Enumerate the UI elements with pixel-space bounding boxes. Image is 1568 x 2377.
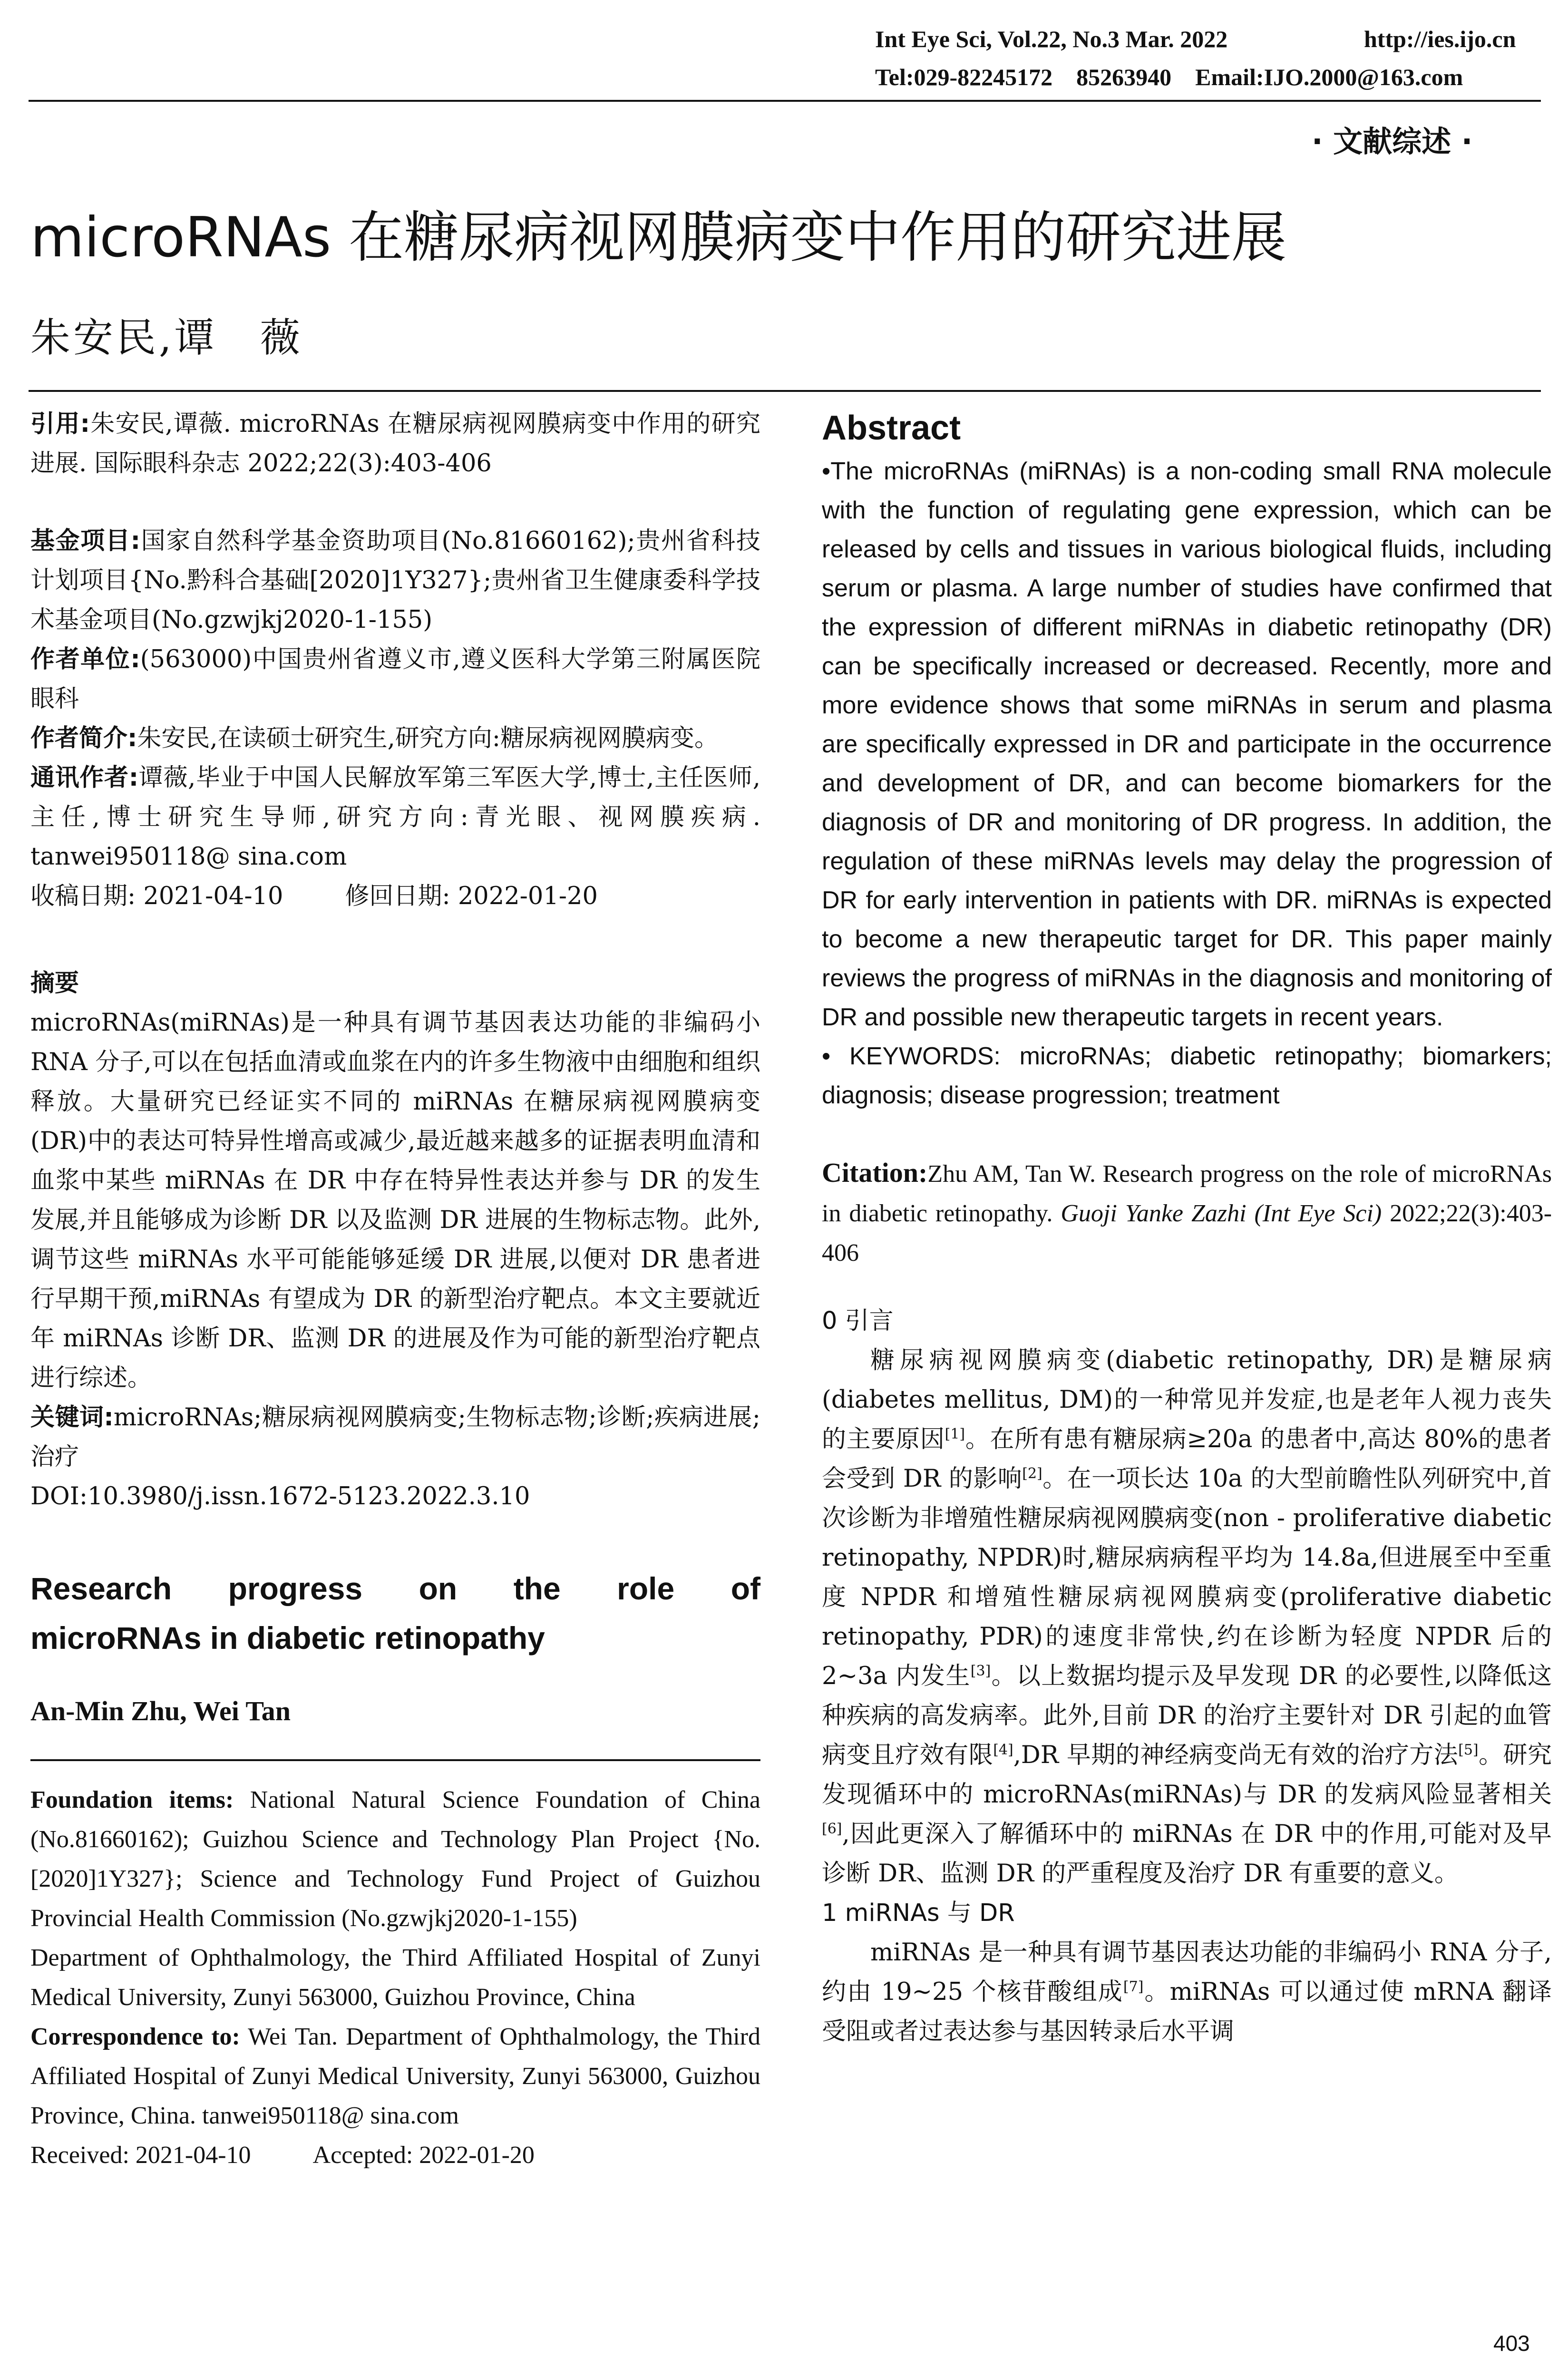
author-bio-label: 作者简介: [30, 724, 137, 752]
section-tag: · 文献综述 · [1312, 124, 1473, 159]
intro-text-b: 。在所有患有糖尿病≥20a 的患者中,高达 80%的患者会受到 DR 的影响 [822, 1425, 1552, 1493]
bullet-icon: • [822, 1042, 831, 1070]
abstract-heading-en: Abstract [822, 409, 961, 447]
intro-text-e: ,DR 早期的神经病变尚无有效的治疗方法 [1013, 1741, 1459, 1769]
contact-line: Tel:029-82245172 85263940 Email:IJO.2000@163.com [875, 64, 1463, 90]
abstract-heading-cn: 摘要 [30, 969, 79, 997]
ref-6[interactable]: [6] [822, 1821, 842, 1837]
author-bio-text: 朱安民,在读硕士研究生,研究方向:糖尿病视网膜病变。 [137, 724, 719, 752]
keywords-label-en: KEYWORDS: [849, 1042, 1001, 1070]
author-bio-block [30, 719, 760, 758]
accepted-date-en: Accepted: 2022-01-20 [312, 2142, 535, 2169]
authors-cn: 朱安民,谭 薇 [30, 314, 303, 361]
keywords-label-cn: 关键词: [30, 1403, 114, 1432]
bullet-icon: • [822, 458, 831, 485]
foundation-text: National Natural Science Foundation of China (No.81660162); Guizhou Science and Technology Plan Project {No.[2020]1Y327}; Science and Technology Fund Project of Guizhou Provincial Health Commission (No.gzwjkj2020-1-155) [30, 1786, 761, 1932]
citation-tail-en: 2022;22(3):403-406 [822, 1200, 1552, 1266]
ref-4[interactable]: [4] [993, 1742, 1013, 1758]
journal-line: Int Eye Sci, Vol.22, No.3 Mar. 2022 [875, 26, 1228, 52]
section-1-text-b: 。miRNAs 可以通过使 mRNA 翻译受阻或者过表达参与基因转录后水平调 [822, 1978, 1552, 2046]
article-title-en-line1: Research progress on the role of [30, 1571, 760, 1606]
citation-text-en: Zhu AM, Tan W. Research progress on the role of microRNAs in diabetic retinopathy. [822, 1160, 1552, 1227]
citation-label-en: Citation: [822, 1157, 928, 1188]
intro-text-d: 。以上数据均提示及早发现 DR 的必要性,以降低这种疾病的高发病率。此外,目前 DR 的治疗主要针对 DR 引起的血管病变且疗效有限 [822, 1662, 1552, 1769]
journal-url: http://ies.ijo.cn [1364, 26, 1516, 52]
affiliation-text: (563000)中国贵州省遵义市,遵义医科大学第三附属医院眼科 [30, 645, 760, 713]
intro-paragraph [822, 1341, 1552, 1893]
received-date-cn: 收稿日期: 2021-04-10 [30, 882, 283, 910]
page-number: 403 [1493, 2331, 1530, 2356]
corresponding-author-text: 谭薇,毕业于中国人民解放军第三军医大学,博士,主任医师,主任,博士研究生导师,研究方向:青光眼、视网膜疾病. tanwei950118@ sina.com [30, 764, 760, 871]
dates-cn [30, 877, 760, 916]
article-title-cn: microRNAs 在糖尿病视网膜病变中作用的研究进展 [30, 205, 1287, 270]
article-title-en: microRNAs in diabetic retinopathy [30, 1620, 545, 1656]
section-1-paragraph [822, 1933, 1552, 2051]
corresponding-author-label: 通讯作者: [30, 764, 139, 792]
keywords-text-en: microRNAs; diabetic retinopathy; biomarkers; diagnosis; disease progression; treatment [822, 1042, 1552, 1109]
correspondence-text: Wei Tan. Department of Ophthalmology, the Third Affiliated Hospital of Zunyi Medical University, Zunyi 563000, Guizhou Province, China. tanwei950118@ sina.com [30, 2023, 760, 2129]
keywords-text-cn: microRNAs;糖尿病视网膜病变;生物标志物;诊断;疾病进展;治疗 [30, 1403, 760, 1471]
revised-date-cn: 修回日期: 2022-01-20 [345, 882, 598, 910]
funding-block [30, 521, 760, 640]
ref-5[interactable]: [5] [1458, 1742, 1479, 1758]
ref-2[interactable]: [2] [1022, 1465, 1042, 1482]
citation-block [30, 404, 760, 483]
section-1-heading: 1 miRNAs 与 DR [822, 1899, 1015, 1927]
intro-text-g: ,因此更深入了解循环中的 miRNAs 在 DR 中的作用,可能对及早诊断 DR、监测 DR 的严重程度及治疗 DR 有重要的意义。 [822, 1820, 1552, 1888]
citation-label: 引用: [30, 410, 90, 438]
affiliation-block [30, 640, 760, 719]
authors-en: An-Min Zhu, Wei Tan [30, 1695, 291, 1726]
correspondence-label: Correspondence to: [30, 2023, 240, 2050]
section-0-heading: 0 引言 [822, 1307, 894, 1335]
ref-7[interactable]: [7] [1123, 1978, 1144, 1995]
received-date-en: Received: 2021-04-10 [30, 2142, 251, 2169]
intro-text-a: 糖尿病视网膜病变(diabetic retinopathy, DR)是糖尿病(diabetes mellitus, DM)的一种常见并发症,也是老年人视力丧失的主要原因 [822, 1346, 1552, 1453]
foundation-block [30, 1780, 760, 1938]
ref-1[interactable]: [1] [945, 1426, 965, 1442]
keywords-block-en [822, 1037, 1552, 1115]
doi: DOI:10.3980/j.issn.1672-5123.2022.3.10 [30, 1482, 530, 1510]
intro-text-c: 。在一项长达 10a 的大型前瞻性队列研究中,首次诊断为非增殖性糖尿病视网膜病变(non - proliferative diabetic retinopathy, NPDR)时,糖尿病病程平均为 14.8a,但进展至中至重度 NPDR 和增殖性糖尿病视网膜病变(proliferative diabetic retinopathy, PDR)的速度非常快,约在诊断为轻度 NPDR 后的 2~3a 内发生 [822, 1465, 1552, 1690]
department-text: Department of Ophthalmology, the Third Affiliated Hospital of Zunyi Medical University, Zunyi 563000, Guizhou Province, China [30, 1944, 760, 2011]
title-rule [29, 390, 1541, 392]
affiliation-label: 作者单位: [30, 645, 140, 673]
section-1-text-a: miRNAs 是一种具有调节基因表达功能的非编码小 RNA 分子,约由 19~25 个核苷酸组成 [822, 1939, 1552, 2006]
abstract-text-en: The microRNAs (miRNAs) is a non-coding small RNA molecule with the function of regulating gene expression, which can be released by cells and tissues in various biological fluids, including serum or plasma. A large number of studies have confirmed that the expression of different miRNAs in diabetic retinopathy (DR) can be specifically increased or decreased. Recently, more and more evidence shows that some miRNAs in serum and plasma are specifically expressed in DR and participate in the occurrence and development of DR, and can become biomarkers for the diagnosis of DR and monitoring of DR progress. In addition, the regulation of these miRNAs levels may delay the progression of DR for early intervention in patients with DR. miRNAs is expected to become a new therapeutic target for DR. This paper mainly reviews the progress of miRNAs in the diagnosis and monitoring of DR and possible new therapeutic targets in recent years. [822, 458, 1552, 1031]
header-rule [29, 100, 1541, 102]
left-column [30, 404, 760, 2175]
intro-text-f: 。研究发现循环中的 microRNAs(miRNAs)与 DR 的发病风险显著相关 [822, 1741, 1552, 1809]
funding-text: 国家自然科学基金资助项目(No.81660162);贵州省科技计划项目{No.黔科合基础[2020]1Y327};贵州省卫生健康委科学技术基金项目(No.gzwjkj2020-1-155) [30, 527, 760, 634]
citation-text: 朱安民,谭薇. microRNAs 在糖尿病视网膜病变中作用的研究进展. 国际眼科杂志 2022;22(3):403-406 [30, 410, 760, 477]
dates-en [30, 2135, 760, 2175]
right-column [822, 404, 1552, 2051]
correspondence-block [30, 2017, 760, 2135]
funding-label: 基金项目: [30, 527, 141, 555]
citation-block-en [822, 1153, 1552, 1273]
corresponding-author-block [30, 758, 760, 877]
abstract-text-en-block [822, 452, 1552, 1037]
citation-journal-en: Guoji Yanke Zazhi (Int Eye Sci) [1061, 1200, 1382, 1227]
ref-3[interactable]: [3] [970, 1663, 991, 1679]
keywords-block-cn [30, 1398, 760, 1477]
abstract-text-cn: microRNAs(miRNAs)是一种具有调节基因表达功能的非编码小 RNA 分子,可以在包括血清或血浆在内的许多生物液中由细胞和组织释放。大量研究已经证实不同的 miRNAs 在糖尿病视网膜病变(DR)中的表达可特异性增高或减少,最近越来越多的证据表明血清和血浆中某些 miRNAs 在 DR 中存在特异性表达并参与 DR 的发生发展,并且能够成为诊断 DR 以及监测 DR 进展的生物标志物。此外,调节这些 miRNAs 水平可能能够延缓 DR 进展,以便对 DR 患者进行早期干预,miRNAs 有望成为 DR 的新型治疗靶点。本文主要就近年 miRNAs 诊断 DR、监测 DR 的进展及作为可能的新型治疗靶点进行综述。 [30, 1009, 760, 1392]
foundation-label: Foundation items: [30, 1786, 234, 1813]
